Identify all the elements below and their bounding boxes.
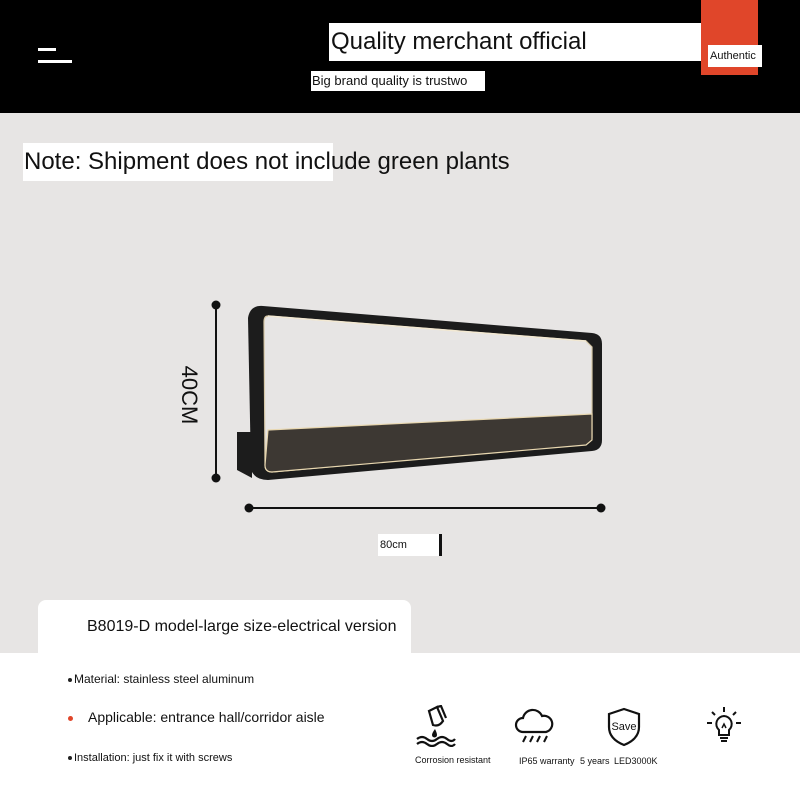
spec-applicable-text: Applicable: entrance hall/corridor aisle [88, 709, 325, 725]
spec-material [68, 670, 254, 688]
width-label: 80cm [378, 534, 442, 556]
model-title: B8019-D model-large size-electrical version [87, 618, 397, 635]
shield-badge-text: Save [611, 721, 637, 733]
store-subtitle: Big brand quality is trustwo [311, 71, 485, 91]
shipment-note: Note: Shipment does not include green plants [23, 143, 514, 181]
spec-installation-text: Installation: just fix it with screws [74, 752, 233, 764]
bullet-icon [68, 716, 73, 721]
corrosion-resistant-icon [415, 705, 457, 747]
shield-icon [606, 707, 642, 747]
menu-icon[interactable] [38, 48, 72, 64]
height-label: 40CM [177, 365, 202, 425]
feature-corrosion-label: Corrosion resistant [415, 755, 491, 765]
feature-led-label: LED3000K [614, 756, 658, 766]
rain-cloud-icon [514, 708, 554, 744]
light-bulb-icon [705, 706, 743, 746]
wall-lamp-illustration [170, 290, 620, 520]
store-title: Quality merchant official [329, 23, 750, 61]
bullet-icon [68, 678, 72, 682]
spec-installation [68, 749, 232, 767]
feature-warranty-label: 5 years [580, 756, 610, 766]
feature-ip65-label: IP65 warranty [519, 756, 575, 766]
authentic-badge-label: Authentic [708, 45, 762, 67]
bullet-icon [68, 756, 72, 760]
spec-applicable [68, 708, 325, 726]
spec-material-text: Material: stainless steel aluminum [74, 672, 255, 686]
